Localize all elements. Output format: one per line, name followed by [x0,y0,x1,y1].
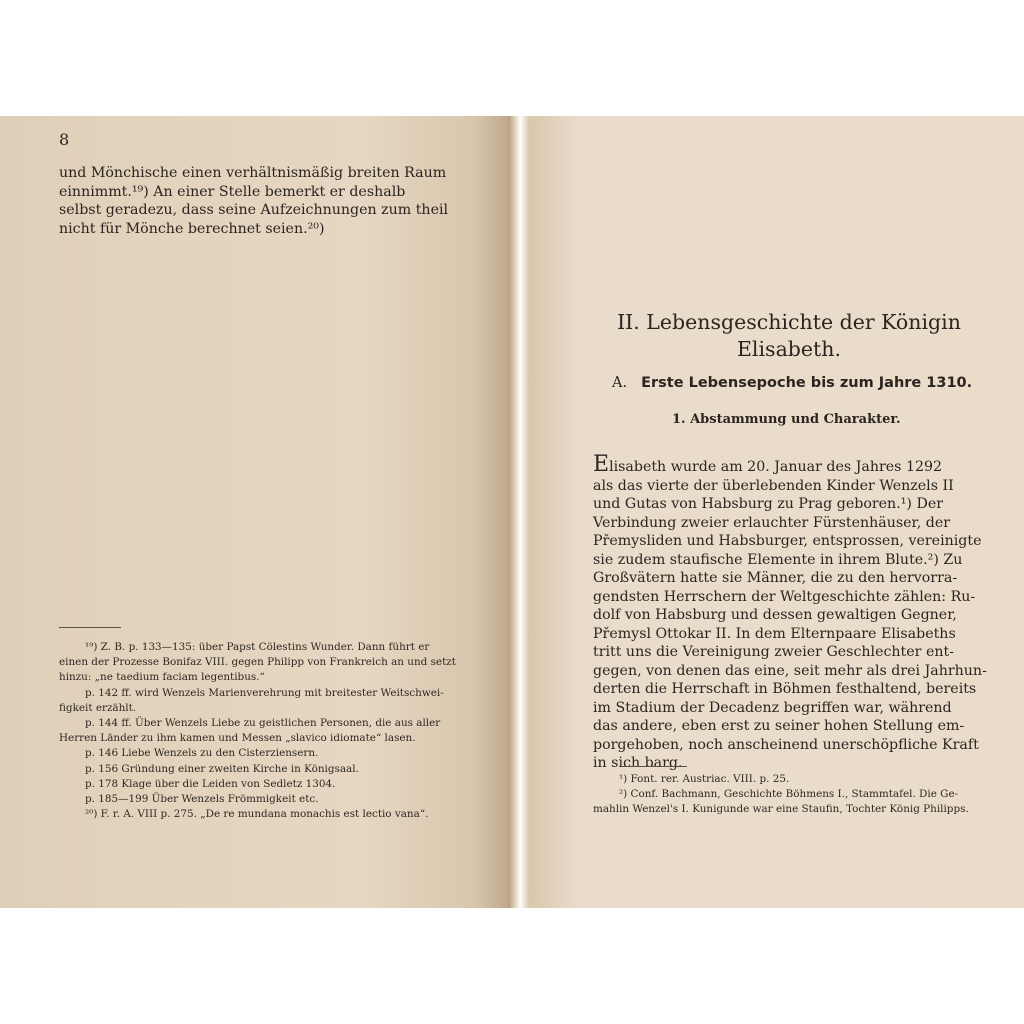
text-line: und Gutas von Habsburg zu Prag geboren.¹) Der [593,496,943,512]
text-line: derten die Herrschaft in Böhmen festhaltend, bereits [593,681,977,697]
footnote-line: hinzu: „ne taedium faciam legentibus.“ [59,671,265,684]
section-letter: A. [612,375,628,391]
left-footnotes [59,640,456,822]
chapter-title-line: Elisabeth. [736,337,842,361]
book-gutter [508,116,530,908]
footnote-line: p. 144 ff. Über Wenzels Liebe zu geistlichen Personen, die aus aller [85,717,441,730]
footnote-line: einen der Prozesse Bonifaz VIII. gegen Philipp von Frankreich an und setzt [59,656,456,669]
text-line: Großvätern hatte sie Männer, die zu den hervorra- [593,570,958,586]
first-line-text: lisabeth wurde am 20. Januar des Jahres 1292 [609,459,943,475]
footnote-line: p. 156 Gründung einer zweiten Kirche in Königsaal. [85,762,359,775]
footnote-line: mahlin Wenzel's I. Kunigunde war eine Staufin, Tochter König Philipps. [593,803,969,816]
section-title [612,375,972,391]
footnote-line: p. 146 Liebe Wenzels zu den Cisterziensern. [85,747,319,760]
text-line: gendsten Herrschern der Weltgeschichte zählen: Ru- [593,588,976,605]
left-paragraph [59,164,449,238]
text-line: in sich barg. [593,755,683,771]
text-line: als das vierte der überlebenden Kinder Wenzels II [593,477,954,494]
drop-cap: E [593,452,610,477]
text-line: tritt uns die Vereinigung zweier Geschlechter ent- [593,644,954,660]
text-line: dolf von Habsburg und dessen gewaltigen Gegner, [593,607,957,623]
left-page [0,116,515,908]
footnote-line: p. 185—199 Über Wenzels Frömmigkeit etc. [85,793,319,806]
footnote-separator [59,627,121,628]
text-line: Přemysl Ottokar II. In dem Elternpaare Elisabeths [593,625,956,642]
chapter-title [560,309,1018,363]
page-number: 8 [59,130,70,149]
text-line: und Mönchische einen verhältnismäßig breiten Raum [59,165,447,181]
text-line [593,452,971,477]
open-book [0,116,1024,908]
footnote-line: ²) Conf. Bachmann, Geschichte Böhmens I., Stammtafel. Die Ge- [619,788,959,801]
text-line: im Stadium der Decadenz begriffen war, während [593,699,952,716]
footnote-line: p. 142 ff. wird Wenzels Marienverehrung mit breitester Weitschwei- [85,686,444,699]
right-footnotes [593,772,973,818]
text-line: selbst geradezu, dass seine Aufzeichnungen zum theil [59,202,449,218]
text-line: porgehoben, noch anscheinend unerschöpfliche Kraft [593,736,979,753]
text-line: das andere, eben erst zu seiner hohen Stellung em- [593,718,965,734]
footnote-line: ¹) Font. rer. Austriac. VIII. p. 25. [619,773,790,785]
right-paragraph [593,452,987,773]
text-line: einnimmt.¹⁹) An einer Stelle bemerkt er deshalb [59,183,406,200]
section-title-text: Erste Lebensepoche bis zum Jahre 1310. [641,375,973,391]
chapter-title-line: II. Lebensgeschichte der Königin [617,310,961,334]
footnote-line: ¹⁹) Z. B. p. 133—135: über Papst Cölestins Wunder. Dann führt er [85,641,430,653]
footnote-line: ²⁰) F. r. A. VIII p. 275. „De re mundana monachis est lectio vana“. [85,808,429,821]
footnote-line: Herren Länder zu ihm kamen und Messen „slavico idiomate“ lasen. [59,732,416,745]
text-line: Verbindung zweier erlauchter Fürstenhäuser, der [593,514,951,531]
text-line: Přemysliden und Habsburger, entsprossen, vereinigte [593,533,982,549]
footnote-separator [621,766,687,767]
subsection-title: 1. Abstammung und Charakter. [672,412,901,427]
text-line: gegen, von denen das eine, seit mehr als drei Jahrhun- [593,662,987,679]
text-line: sie zudem staufische Elemente in ihrem Blute.²) Zu [593,551,963,568]
footnote-line: figkeit erzählt. [59,701,137,714]
footnote-line: p. 178 Klage über die Leiden von Sedletz 1304. [85,777,336,790]
text-line: nicht für Mönche berechnet seien.²⁰) [59,220,325,237]
